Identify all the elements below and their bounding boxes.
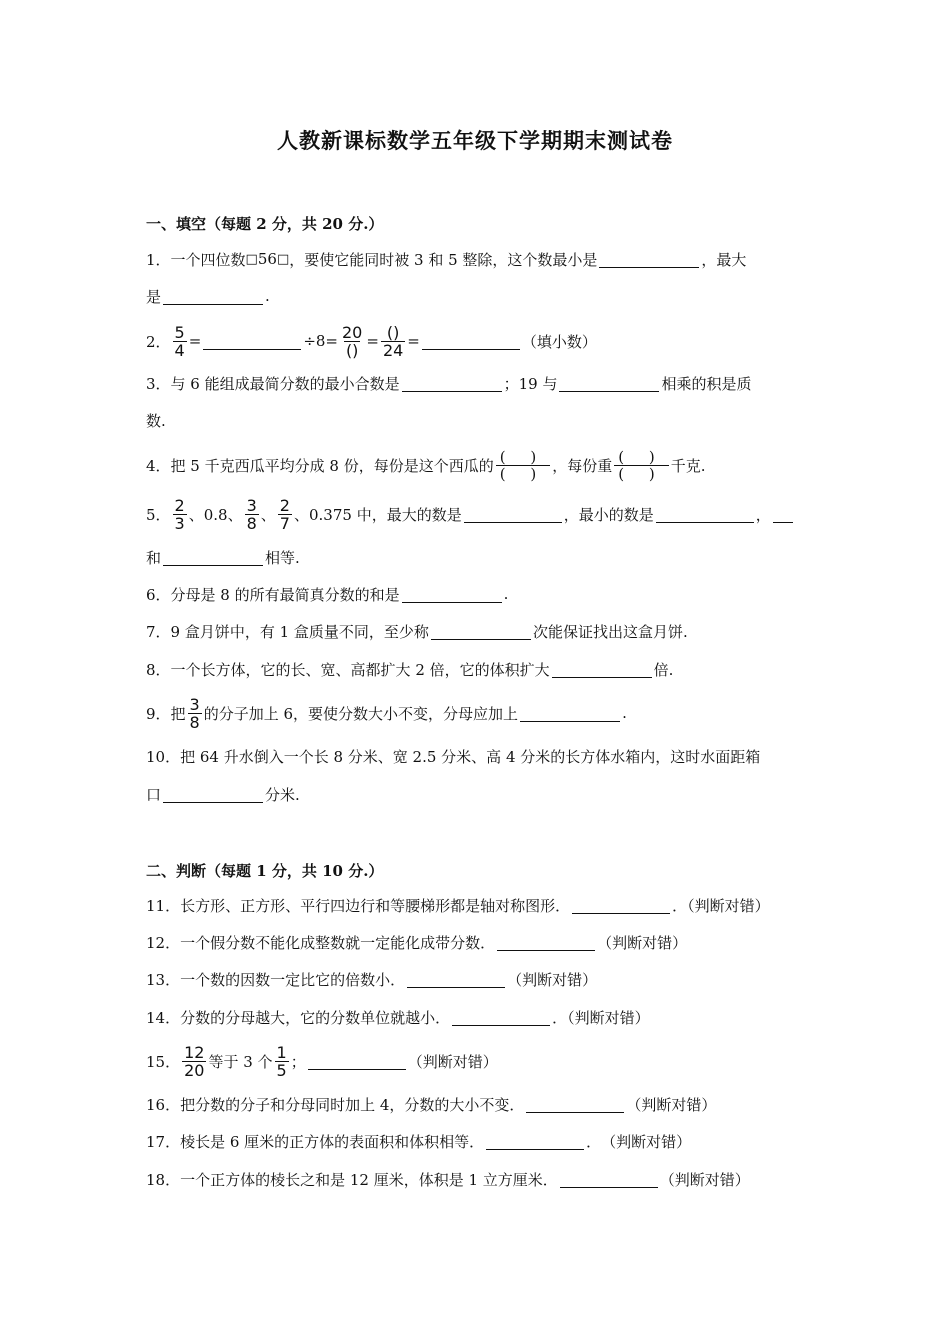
answer-blank[interactable] <box>308 1053 406 1070</box>
question-11: 11．长方形、正方形、平行四边行和等腰梯形都是轴对称图形． ．（判断对错） <box>146 896 770 915</box>
answer-blank[interactable] <box>599 251 699 268</box>
answer-blank[interactable] <box>163 549 263 566</box>
answer-blank[interactable] <box>452 1009 550 1026</box>
answer-blank[interactable] <box>163 786 263 803</box>
question-13: 13．一个数的因数一定比它的倍数小． （判断对错） <box>146 970 598 989</box>
answer-blank[interactable] <box>520 705 620 722</box>
answer-blank[interactable] <box>464 506 562 523</box>
fraction: $\frac{5}{4}$ <box>174 322 185 360</box>
answer-blank[interactable] <box>203 333 301 350</box>
section-1-heading: 一、填空（每题 2 分，共 20 分.） <box>146 215 384 233</box>
fraction: $\frac{()}{24}$ <box>382 322 404 360</box>
answer-blank[interactable] <box>656 506 754 523</box>
section-2-heading: 二、判断（每题 1 分，共 10 分.） <box>146 862 384 880</box>
answer-blank[interactable] <box>402 375 502 392</box>
digit-box: □ <box>245 251 258 267</box>
answer-blank[interactable] <box>163 288 263 305</box>
question-3: 3．与 6 能组成最简分数的最小合数是 ；19 与 相乘的积是质 <box>146 374 752 393</box>
question-1: 1．一个四位数 □ 56 □ ，要使它能同时被 3 和 5 整除，这个数最小是 ，最大 <box>146 250 747 269</box>
page-title: 人教新课标数学五年级下学期期末测试卷 <box>277 128 673 153</box>
answer-blank[interactable] <box>431 623 531 640</box>
question-5-cont: 和 相等. <box>146 548 300 567</box>
answer-blank[interactable] <box>497 934 595 951</box>
question-16: 16．把分数的分子和分母同时加上 4，分数的大小不变． （判断对错） <box>146 1095 717 1114</box>
answer-blank[interactable] <box>402 586 502 603</box>
digit-box: □ <box>276 251 290 267</box>
question-7: 7．9 盒月饼中，有 1 盒质量不同，至少称 次能保证找出这盒月饼. <box>146 622 688 641</box>
question-10: 10．把 64 升水倒入一个长 8 分米、宽 2.5 分米、高 4 分米的长方体水箱内，这时水面距箱 <box>146 747 761 766</box>
question-1-cont: 是 . <box>146 287 270 306</box>
question-14: 14．分数的分母越大，它的分数单位就越小． ．（判断对错） <box>146 1008 650 1027</box>
question-10-cont: 口 分米. <box>146 785 300 804</box>
fraction: $\frac{3}{8}$ <box>246 495 257 533</box>
question-2: 2． $\frac{5}{4}$ = ÷8= $\frac{20}{()}$ = $\frac{()}{24}$ = （填小数） <box>146 322 597 360</box>
answer-blank[interactable] <box>422 333 520 350</box>
question-6: 6．分母是 8 的所有最简真分数的和是 . <box>146 585 509 604</box>
fraction: $\frac{20}{()}$ <box>342 322 363 360</box>
question-15: 15． $\frac{12}{20}$ 等于 3 个 $\frac{1}{5}$ ； （判断对错） <box>146 1042 498 1080</box>
answer-blank[interactable] <box>407 971 505 988</box>
answer-blank[interactable] <box>526 1096 624 1113</box>
answer-blank[interactable] <box>552 661 652 678</box>
fraction: $\frac{3}{8}$ <box>189 694 200 732</box>
answer-blank[interactable] <box>773 506 793 523</box>
question-3-cont: 数. <box>146 411 166 430</box>
answer-blank[interactable] <box>572 897 670 914</box>
blank-fraction[interactable]: $\frac{( )}{( )}$ <box>496 449 550 482</box>
fraction: $\frac{2}{3}$ <box>174 495 185 533</box>
fraction: $\frac{12}{20}$ <box>184 1042 205 1080</box>
fraction: $\frac{1}{5}$ <box>276 1042 287 1080</box>
question-12: 12．一个假分数不能化成整数就一定能化成带分数． （判断对错） <box>146 933 688 952</box>
question-8: 8．一个长方体，它的长、宽、高都扩大 2 倍，它的体积扩大 倍. <box>146 660 674 679</box>
answer-blank[interactable] <box>559 375 659 392</box>
question-5: 5． $\frac{2}{3}$ 、0.8、 $\frac{3}{8}$ 、 $\frac{2}{7}$ 、0.375 中，最大的数是 ，最小的数是 ， <box>146 494 810 534</box>
answer-blank[interactable] <box>560 1171 658 1188</box>
question-17: 17．棱长是 6 厘米的正方体的表面积和体积相等． ． （判断对错） <box>146 1132 692 1151</box>
question-4: 4．把 5 千克西瓜平均分成 8 份，每份是这个西瓜的 $\frac{( )}{( )}$ ，每份重 $\frac{( )}{( )}$ 千克. <box>146 447 706 483</box>
blank-fraction[interactable]: $\frac{( )}{( )}$ <box>614 449 668 482</box>
fraction: $\frac{2}{7}$ <box>279 495 290 533</box>
question-9: 9．把 $\frac{3}{8}$ 的分子加上 6，要使分数大小不变，分母应加上 . <box>146 694 627 732</box>
question-18: 18．一个正方体的棱长之和是 12 厘米，体积是 1 立方厘米． （判断对错） <box>146 1170 750 1189</box>
answer-blank[interactable] <box>486 1133 584 1150</box>
